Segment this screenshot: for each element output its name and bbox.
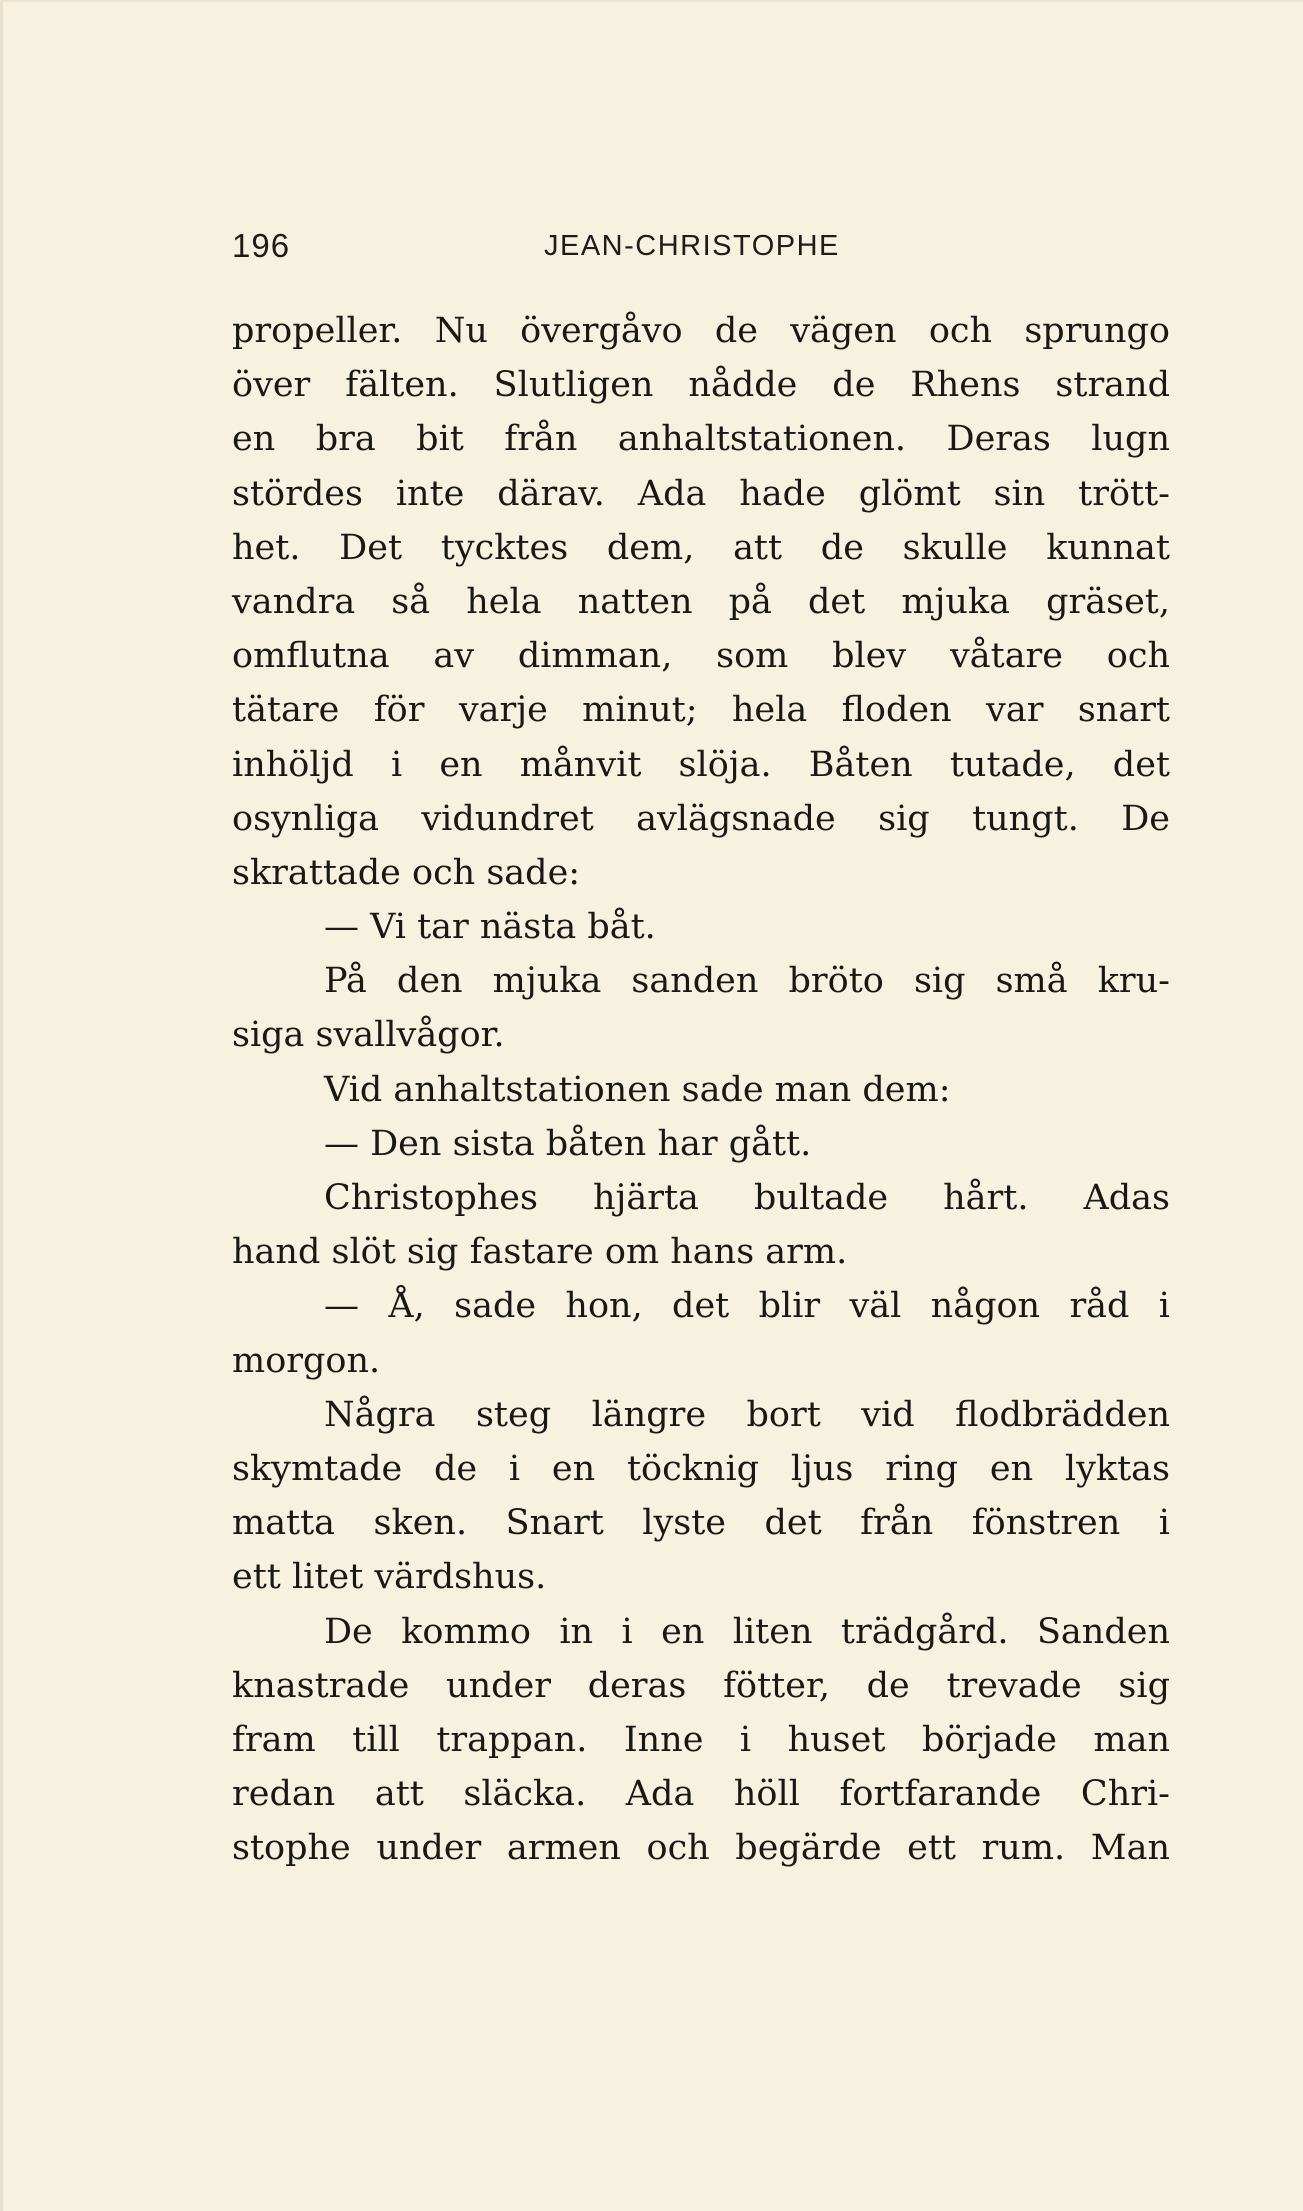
text-line: — Vi tar nästa båt. [324,907,656,948]
text-line: redan att släcka. Ada höll fortfarande Chri- [232,1774,1170,1815]
text-line: skrattade och sade: [232,852,581,893]
page-number: 196 [232,227,291,264]
text-line: knastrade under deras fötter, de trevade sig [232,1665,1170,1706]
text-line: stördes inte därav. Ada hade glömt sin trött- [232,473,1170,514]
text-line: — Den sista båten har gått. [324,1123,812,1164]
text-line: Vid anhaltstationen sade man dem: [324,1069,951,1110]
text-line: vandra så hela natten på det mjuka gräset, [232,581,1170,622]
text-line: siga svallvågor. [232,1015,505,1056]
text-line: Några steg längre bort vid flodbrädden [324,1394,1170,1435]
text-line: stophe under armen och begärde ett rum. Man [232,1828,1170,1869]
body-text [232,304,1170,1875]
text-line: över fälten. Slutligen nådde de Rhens strand [232,365,1170,406]
text-line: — Å, sade hon, det blir väl någon råd i [324,1286,1170,1327]
text-line: De kommo in i en liten trädgård. Sanden [324,1611,1170,1652]
text-line: en bra bit från anhaltstationen. Deras lugn [232,419,1170,460]
text-line: osynliga vidundret avlägsnade sig tungt. De [232,798,1170,839]
text-line: Christophes hjärta bultade hårt. Adas [324,1178,1170,1218]
text-line: hand slöt sig fastare om hans arm. [232,1232,848,1273]
text-line: propeller. Nu övergåvo de vägen och sprungo [232,311,1170,351]
running-head: JEAN-CHRISTOPHE [544,230,840,262]
text-line: matta sken. Snart lyste det från fönstren i [232,1503,1170,1544]
page-header [232,227,1162,277]
text-line: tätare för varje minut; hela floden var snart [232,690,1170,731]
text-line: ett litet värdshus. [232,1557,547,1598]
text-line: inhöljd i en månvit slöja. Båten tutade, det [232,744,1170,785]
text-line: morgon. [232,1340,381,1381]
text-line: het. Det tycktes dem, att de skulle kunnat [232,527,1170,568]
text-line: omflutna av dimman, som blev våtare och [232,636,1170,677]
text-line: skymtade de i en töcknig ljus ring en lyktas [232,1448,1170,1489]
text-line: På den mjuka sanden bröto sig små kru- [324,961,1170,1002]
text-line: fram till trappan. Inne i huset började man [232,1719,1170,1760]
